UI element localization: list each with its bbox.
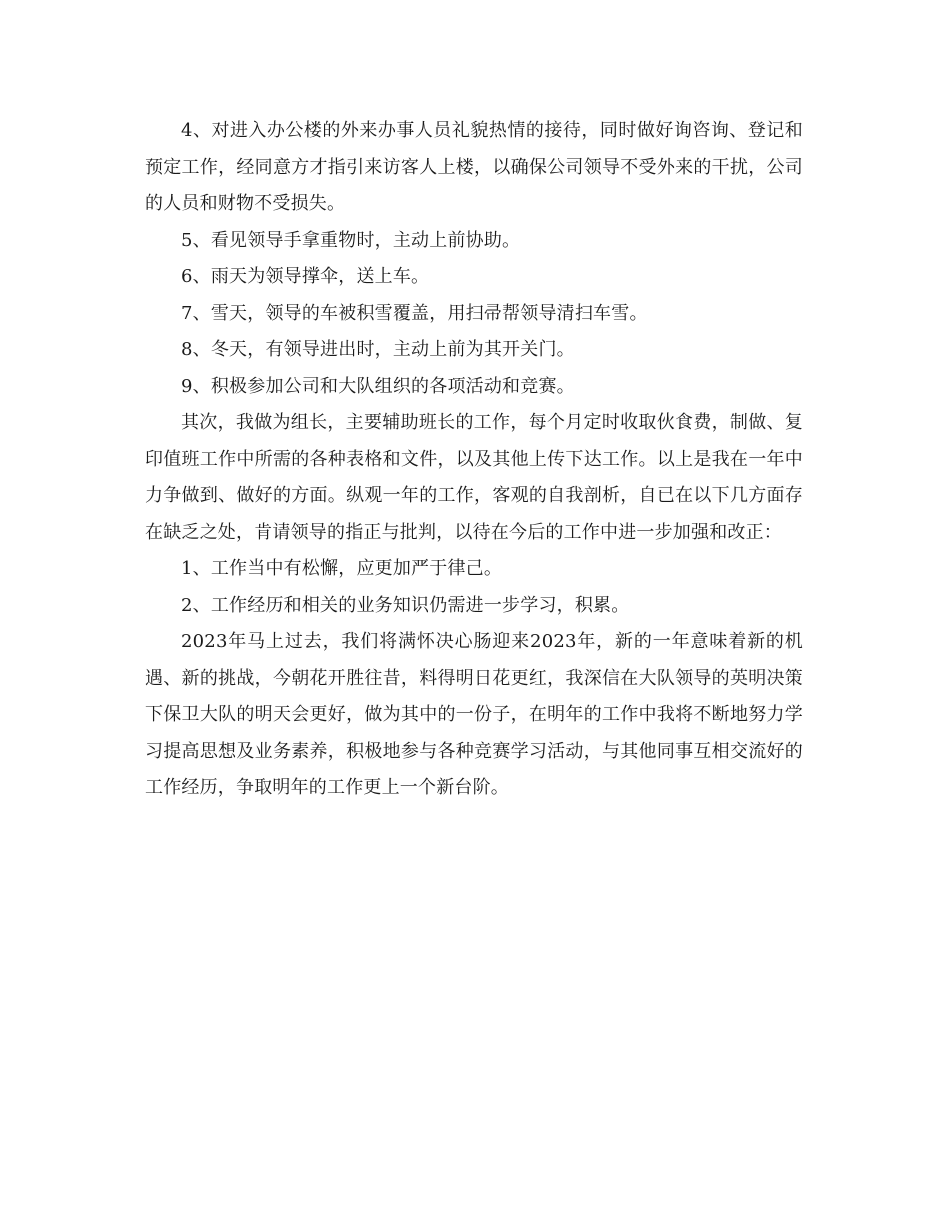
paragraph-secondly: 其次，我做为组长，主要辅助班长的工作，每个月定时收取伙食费，制做、复印值班工作中所需的各种表格和文件，以及其他上传下达工作。以上是我在一年中力争做到、做好的方面。纵观一年的工作，客观的自我剖析，自已在以下几方面存在缺乏之处，肯请领导的指正与批判，以待在今后的工作中进一步加强和改正：: [145, 412, 803, 543]
paragraph-item-6: 6、雨天为领导撑伞，送上车。: [181, 266, 430, 287]
paragraph-shortcoming-1: 1、工作当中有松懈，应更加严于律己。: [181, 558, 503, 579]
paragraph-item-4: 4、对进入办公楼的外来办事人员礼貌热情的接待，同时做好询咨询、登记和预定工作，经同意方才指引来访客人上楼，以确保公司领导不受外来的干扰，公司的人员和财物不受损失。: [145, 120, 803, 214]
document-body: [145, 113, 803, 807]
paragraph-item-8: 8、冬天，有领导进出时，主动上前为其开关门。: [181, 339, 575, 360]
paragraph-shortcoming-2: 2、工作经历和相关的业务知识仍需进一步学习，积累。: [181, 594, 630, 616]
paragraph-item-7: 7、雪天，领导的车被积雪覆盖，用扫帚帮领导清扫车雪。: [181, 302, 648, 324]
paragraph-item-9: 9、积极参加公司和大队组织的各项活动和竞赛。: [181, 375, 575, 397]
paragraph-closing: 2023年马上过去，我们将满怀决心肠迎来2023年，新的一年意味着新的机遇、新的挑战，今朝花开胜往昔，料得明日花更红，我深信在大队领导的英明决策下保卫大队的明天会更好，做为其中的一份子，在明年的工作中我将不断地努力学习提高思想及业务素养，积极地参与各种竞赛学习活动，与其他同事互相交流好的工作经历，争取明年的工作更上一个新台阶。: [145, 631, 803, 798]
paragraph-item-5: 5、看见领导手拿重物时，主动上前协助。: [181, 229, 521, 251]
